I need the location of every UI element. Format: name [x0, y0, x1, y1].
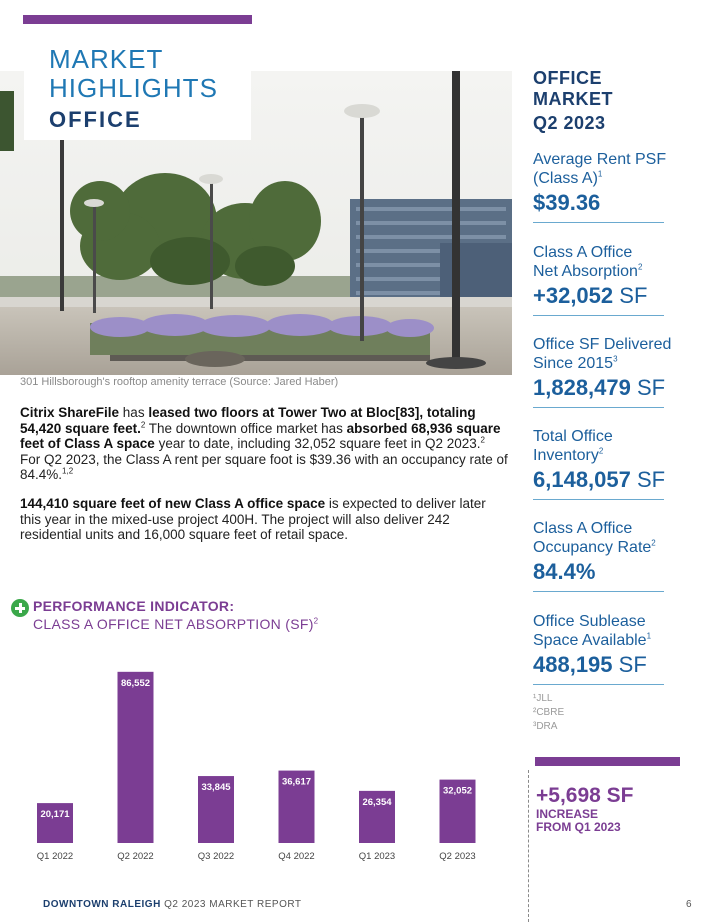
bar-value-label: 32,052 [442, 785, 473, 797]
stat-value [533, 467, 665, 493]
footnote-ref: 2 [313, 616, 319, 626]
bar-value-label: 33,845 [201, 782, 231, 794]
page-title-line1: MARKET [49, 44, 164, 74]
footer-report-title [43, 899, 302, 910]
stat-label-line2 [533, 169, 703, 188]
stat-label-text: Inventory [533, 447, 599, 464]
photo-caption: 301 Hillsborough's rooftop amenity terrace (Source: Jared Haber) [20, 376, 339, 388]
stat-label-text: Space Available [533, 632, 647, 649]
stat-label-line2 [533, 538, 703, 557]
sidebar-heading-market: MARKET [533, 89, 613, 109]
stat-divider [533, 407, 664, 408]
increase-accent-bar [535, 757, 680, 766]
text-run: is expected to deliver later this year in the mixed-use project 400H. The project will also deliver 242 residential units and 16,000 square feet of retail space. [20, 496, 486, 542]
stat-label-text: Net Absorption [533, 263, 638, 280]
footer-brand: DOWNTOWN RALEIGH [43, 899, 161, 910]
footnote-ref: 2 [140, 420, 146, 429]
stat-value [533, 190, 600, 216]
footnote-2: ²CBRE [533, 707, 565, 718]
header-accent-bar [23, 15, 252, 24]
tenant-name: Citrix ShareFile [20, 405, 120, 420]
indicator-title: PERFORMANCE INDICATOR: [33, 598, 235, 614]
bar-value-label: 36,617 [281, 776, 312, 788]
stat-divider [533, 315, 664, 316]
increase-value: +5,698 SF [536, 784, 634, 807]
x-tick-label: Q2 2022 [117, 851, 154, 862]
stat-unit: SF [619, 283, 648, 308]
bar-value-label: 26,354 [362, 796, 392, 808]
stat-unit: SF [618, 652, 647, 677]
x-tick-label: Q1 2022 [36, 851, 74, 862]
x-tick-label: Q4 2022 [278, 851, 315, 862]
stat-divider [533, 684, 664, 685]
stat-value [533, 652, 647, 678]
text-run: year to date, including 32,052 square feet in Q2 2023. [154, 436, 481, 451]
footnote-ref: 1,2 [62, 466, 74, 476]
text-run: The downtown office market has [145, 420, 347, 436]
bar-value-label: 20,171 [40, 809, 70, 821]
stat-number: +32,052 [533, 283, 614, 308]
stat-label-text: (Class A) [533, 170, 598, 187]
footnote-ref: 1 [597, 169, 603, 179]
stat-divider [533, 499, 664, 500]
page-number: 6 [686, 899, 692, 910]
stat-label-line1: Class A Office [533, 244, 633, 261]
absorption-highlight: absorbed 68,936 square feet of Class A space [20, 420, 501, 451]
stat-label-line1: Total Office [533, 428, 613, 445]
stat-number: 6,148,057 [533, 467, 631, 492]
footnote-ref: 2 [637, 262, 643, 272]
stat-label-line1: Office SF Delivered [533, 336, 672, 353]
x-tick-label: Q3 2022 [197, 851, 235, 862]
stat-divider [533, 591, 664, 592]
stat-label-line2 [533, 446, 703, 465]
page-subtitle: OFFICE [49, 107, 142, 132]
stat-divider [533, 222, 664, 223]
chart-canvas [20, 650, 510, 870]
page-title-line2: HIGHLIGHTS [49, 73, 218, 103]
footnote-ref: 2 [651, 538, 656, 548]
footnote-ref: 2 [598, 446, 604, 456]
paragraph-new-space [20, 496, 508, 543]
sidebar-heading-office: OFFICE [533, 68, 602, 88]
stat-label-line1: Average Rent PSF [533, 151, 667, 168]
paragraph-leasing [20, 405, 508, 483]
footnote-3: ³DRA [533, 721, 558, 732]
stat-label-line2 [533, 354, 703, 373]
stat-label-line2 [533, 631, 703, 650]
stat-value [533, 283, 647, 309]
indicator-subtitle [33, 616, 318, 632]
footnote-ref: 1 [646, 631, 652, 641]
stat-number: 488,195 [533, 652, 613, 677]
divider [528, 770, 529, 922]
text-run: has [119, 405, 149, 420]
increase-label [536, 808, 621, 834]
footnote-ref: 3 [613, 354, 618, 364]
x-tick-label: Q1 2023 [358, 851, 396, 862]
x-tick-label: Q2 2023 [439, 851, 476, 862]
stat-unit: SF [637, 467, 666, 492]
stat-number: 84.4% [533, 559, 596, 584]
increase-label-line1: INCREASE [536, 807, 599, 821]
stat-number: 1,828,479 [533, 375, 631, 400]
increase-label-line2: FROM Q1 2023 [536, 820, 621, 834]
stat-number: $39.36 [533, 190, 601, 215]
footnote-1: ¹JLL [533, 693, 553, 704]
stat-unit: SF [637, 375, 666, 400]
bar-value-label: 86,552 [120, 677, 151, 689]
footnote-ref: 2 [480, 435, 485, 445]
stat-label-text: Occupancy Rate [533, 539, 652, 556]
absorption-bar-chart [20, 650, 510, 870]
stat-value [533, 375, 665, 401]
text-run: For Q2 2023, the Class A rent per square foot is $39.36 with an occupancy rate of 84.4%. [20, 451, 508, 482]
stat-label-text: Since 2015 [533, 355, 614, 372]
stat-label-line2 [533, 262, 703, 281]
indicator-subtitle-text: CLASS A OFFICE NET ABSORPTION (SF) [33, 616, 314, 632]
footer-report-name: Q2 2023 MARKET REPORT [160, 899, 302, 910]
new-space-highlight: 144,410 square feet of new Class A office space [20, 496, 326, 511]
sidebar-heading-quarter: Q2 2023 [533, 113, 606, 133]
stat-label-line1: Office Sublease [533, 613, 646, 630]
lease-highlight: leased two floors at Tower Two at Bloc[83], totaling 54,420 square feet. [20, 405, 476, 436]
plus-circle-icon [11, 599, 29, 617]
stat-value [533, 559, 595, 585]
stat-label-line1: Class A Office [533, 520, 633, 537]
bar-q2-2022 [118, 672, 154, 843]
